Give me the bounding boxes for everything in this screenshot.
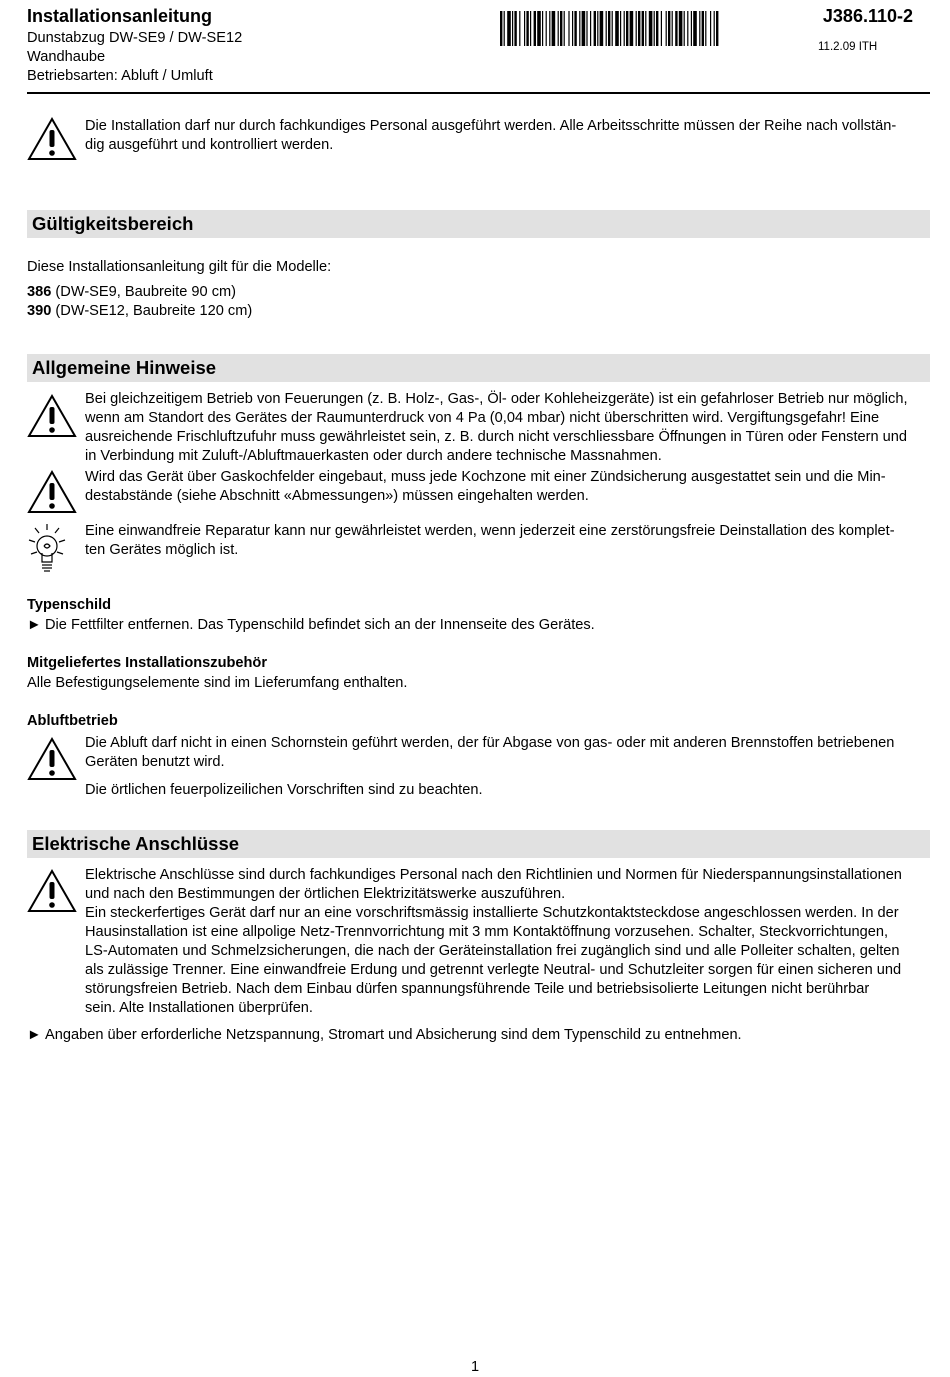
warning-triangle-icon — [27, 393, 77, 439]
subheading-abluft: Abluftbetrieb — [27, 713, 118, 729]
model-description: (DW-SE12, Baubreite 120 cm) — [51, 303, 253, 319]
electric-warning-line-7: störungsfreien Betrieb. Nach dem Einbau dürfen spannungsführende Teile und betriebsisolierte Leitungen nicht berührbar — [85, 981, 870, 997]
zubehoer-text: Alle Befestigungselemente sind im Lieferumfang enthalten. — [27, 675, 408, 691]
electric-warning-line-3: Ein steckerfertiges Gerät darf nur an eine vorschriftsmässig installierte Schutzkontaktsteckdose angeschlossen werden. In der — [85, 905, 899, 921]
subheading-zubehoer: Mitgeliefertes Installationszubehör — [27, 655, 268, 671]
document-date: 11.2.09 ITH — [818, 41, 878, 53]
electric-warning-line-1: Elektrische Anschlüsse sind durch fachkundiges Personal nach den Richtlinien und Normen für Niederspannungsinstallationen — [85, 867, 902, 883]
warning-firing-line-4: in Verbindung mit Zuluft-/Abluftmauerkasten oder durch andere technische Massnahmen. — [85, 448, 662, 464]
bullet-typenschild — [27, 616, 930, 635]
barcode — [500, 11, 720, 46]
section-heading-electric — [27, 830, 930, 858]
page-number: 1 — [470, 1359, 480, 1375]
bullet-typenschild-text: Die Fettfilter entfernen. Das Typenschild befindet sich an der Innenseite des Gerätes. — [45, 617, 595, 633]
model-386 — [27, 283, 930, 302]
electric-warning-line-2: und nach den Bestimmungen der örtlichen Elektrizitätswerke auszuführen. — [85, 886, 566, 902]
warning-firing-line-1: Bei gleichzeitigem Betrieb von Feuerungen (z. B. Holz-, Gas-, Öl- oder Kohleheizgeräte) ist ein gefahrloser Betrieb nur möglich, — [85, 391, 908, 407]
model-390 — [27, 302, 930, 321]
arrow-right-icon: ► — [27, 617, 42, 633]
tip-repair-line-1: Eine einwandfreie Reparatur kann nur gewährleistet werden, wenn jederzeit eine zerstörungsfreie Deinstallation des komplet- — [85, 523, 895, 539]
fire-regulations-note: Die örtlichen feuerpolizeilichen Vorschriften sind zu beachten. — [85, 782, 483, 798]
section-heading-general-text: Allgemeine Hinweise — [32, 357, 217, 378]
warning-firing-line-2: wenn am Standort des Gerätes der Raumunterdruck von 4 Pa (0,04 mbar) nicht überschritten wird. Vergiftungsgefahr! Eine — [85, 410, 880, 426]
section-heading-general — [27, 354, 930, 382]
electric-warning-line-5: LS-Automaten und Schmelzsicherungen, die nach der Geräteinstallation frei zugänglich sind und alle Polleiter schalten, gelten — [85, 943, 900, 959]
header-divider — [27, 92, 930, 94]
section-heading-validity-text: Gültigkeitsbereich — [32, 213, 194, 234]
intro-line-2: dig ausgeführt und kontrolliert werden. — [85, 137, 334, 153]
document-number: J386.110-2 — [822, 6, 913, 26]
warning-triangle-icon — [27, 469, 77, 515]
intro-line-1: Die Installation darf nur durch fachkundiges Personal ausgeführt werden. Alle Arbeitsschritte müssen der Reihe nach vollstän- — [85, 118, 897, 134]
document-title: Installationsanleitung — [27, 6, 213, 26]
electric-warning-line-4: Hausinstallation ist eine allpolige Netz-Trennvorrichtung mit 3 mm Kontaktöffnung vorzusehen. Schalter, Steckvorrichtungen, — [85, 924, 889, 940]
warning-triangle-icon — [27, 868, 77, 914]
bullet-voltage-text: Angaben über erforderliche Netzspannung, Stromart und Absicherung sind dem Typenschild zu entnehmen. — [45, 1027, 742, 1043]
warning-triangle-icon — [27, 736, 77, 782]
model-description: (DW-SE9, Baubreite 90 cm) — [51, 284, 237, 300]
warning-chimney-line-2: Geräten benutzt wird. — [85, 754, 225, 770]
product-type: Wandhaube — [27, 49, 106, 65]
warning-gas-line-2: destabstände (siehe Abschnitt «Abmessungen») müssen eingehalten werden. — [85, 488, 589, 504]
model-number: 386 — [27, 284, 52, 300]
lightbulb-icon — [27, 522, 77, 568]
section-heading-validity — [27, 210, 930, 238]
arrow-right-icon: ► — [27, 1027, 42, 1043]
model-number: 390 — [27, 303, 52, 319]
warning-gas-line-1: Wird das Gerät über Gaskochfelder eingebaut, muss jede Kochzone mit einer Zündsicherung ausgestattet sein und die Min- — [85, 469, 886, 485]
section-heading-electric-text: Elektrische Anschlüsse — [32, 833, 240, 854]
tip-repair-line-2: ten Gerätes möglich ist. — [85, 542, 239, 558]
warning-chimney-line-1: Die Abluft darf nicht in einen Schornstein geführt werden, der für Abgase von gas- oder mit anderen Brennstoffen betriebenen — [85, 735, 895, 751]
bullet-voltage — [27, 1026, 930, 1045]
electric-warning-line-8: sein. Alte Installationen überprüfen. — [85, 1000, 313, 1016]
electric-warning-line-6: als zulässige Trenner. Eine einwandfreie Erdung und getrennt verlegte Neutral- und Schutzleiter sorgen für einen sicheren und — [85, 962, 902, 978]
product-line: Dunstabzug DW-SE9 / DW-SE12 — [27, 30, 243, 46]
subheading-typenschild: Typenschild — [27, 597, 112, 613]
warning-triangle-icon — [27, 116, 77, 162]
operating-modes: Betriebsarten: Abluft / Umluft — [27, 68, 213, 84]
validity-intro: Diese Installationsanleitung gilt für die Modelle: — [27, 259, 332, 275]
warning-firing-line-3: ausreichende Frischluftzufuhr muss gewährleistet sein, z. B. durch nicht verschliessbare Öffnungen in Türen oder Fenstern und — [85, 429, 908, 445]
